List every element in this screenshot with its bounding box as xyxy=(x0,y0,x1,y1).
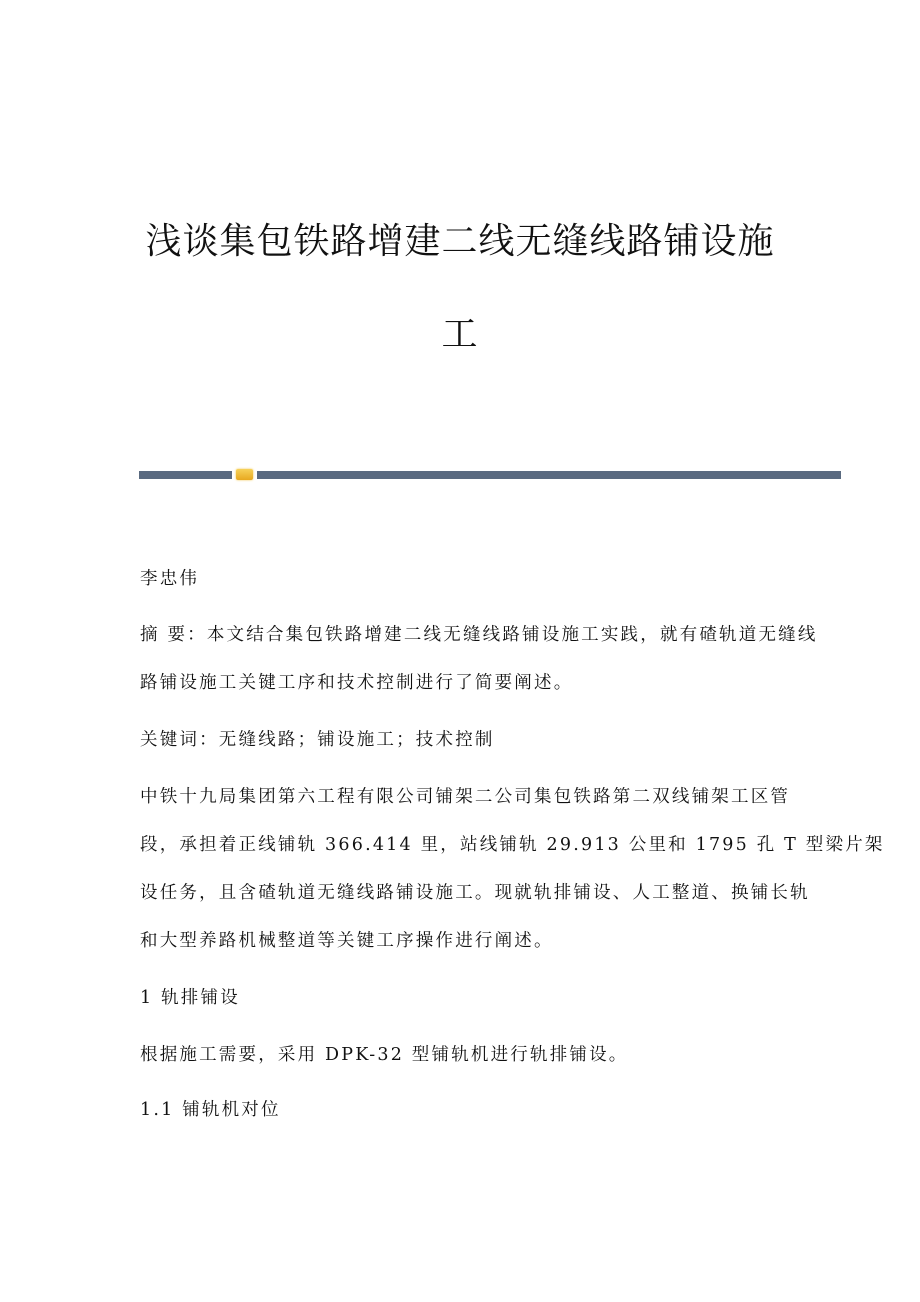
document-title-line1: 浅谈集包铁路增建二线无缝线路铺设施 xyxy=(145,221,775,262)
section-heading-1: 1 轨排铺设 xyxy=(140,988,240,1008)
intro-line: 设任务，且含碴轨道无缝线路铺设施工。现就轨排铺设、人工整道、换铺长轨 xyxy=(140,883,810,903)
title-divider-left xyxy=(139,471,232,479)
section-heading-1-1: 1.1 铺轨机对位 xyxy=(140,1100,281,1120)
intro-line: 和大型养路机械整道等关键工序操作进行阐述。 xyxy=(140,931,554,951)
abstract-line: 路铺设施工关键工序和技术控制进行了简要阐述。 xyxy=(140,673,574,693)
document-title-line2: 工 xyxy=(441,314,479,355)
keywords: 关键词：无缝线路；铺设施工；技术控制 xyxy=(140,730,495,750)
divider-ornament-icon xyxy=(236,469,253,480)
intro-line: 段，承担着正线铺轨 366.414 里，站线铺轨 29.913 公里和 1795 孔 T 型梁片架 xyxy=(140,835,885,855)
abstract-line: 摘 要：本文结合集包铁路增建二线无缝线路铺设施工实践，就有碴轨道无缝线 xyxy=(140,625,818,645)
section-1-text: 根据施工需要，采用 DPK-32 型铺轨机进行轨排铺设。 xyxy=(140,1045,629,1065)
title-divider-right xyxy=(257,471,841,479)
author: 李忠伟 xyxy=(140,569,200,589)
intro-line: 中铁十九局集团第六工程有限公司铺架二公司集包铁路第二双线铺架工区管 xyxy=(140,787,791,807)
